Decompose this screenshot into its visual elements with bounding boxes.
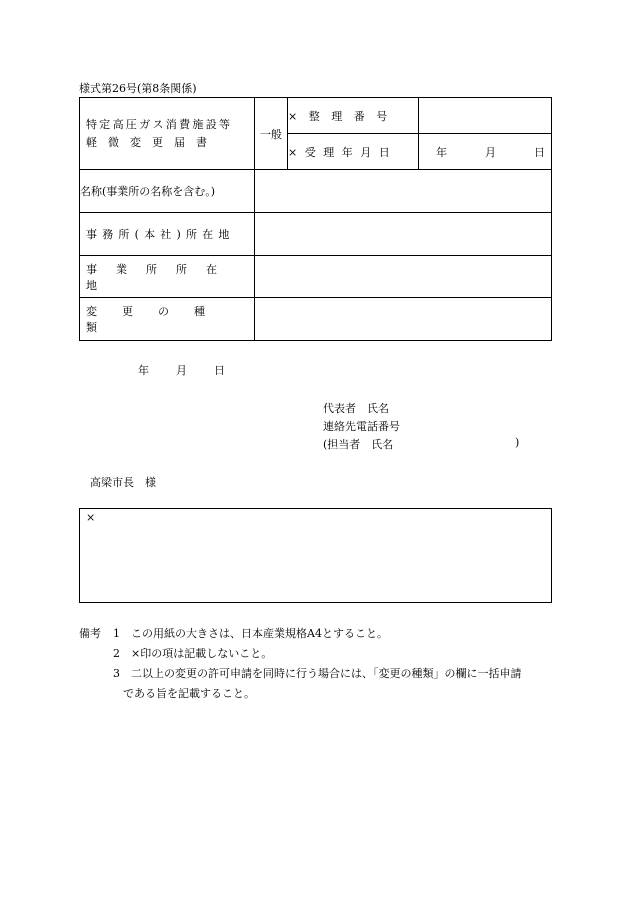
change-type-label: 変更の種類 [80,298,255,341]
contact-phone: 連絡先電話番号 [323,420,400,433]
form-title-line1: 特定高圧ガス消費施設等 [86,117,233,131]
category-cell: 一般 [255,98,288,170]
reference-number-label: × 整 理 番 号 [288,98,419,134]
note-text: この用紙の大きさは、日本産業規格A4とすること。 [131,627,388,640]
contact-person-name: (担当者 氏名 [323,438,394,451]
form-title-line2: 軽 微 変 更 届 書 [86,135,207,149]
note-text: 二以上の変更の許可申請を同時に行う場合には、「変更の種類」の欄に一括申請 [131,667,522,680]
notes-heading: 備考 [79,627,101,640]
receipt-year: 年 [436,145,447,159]
change-type-field[interactable] [255,298,552,341]
date-month: 月 [176,364,187,377]
receipt-month: 月 [485,145,496,159]
form-title-cell [80,98,255,170]
contact-person-close: ) [515,436,520,449]
notification-form-table [79,97,552,341]
facility-address-field[interactable] [255,256,552,298]
remarks-box-mark: × [86,511,96,524]
note-number: 1 [113,627,120,640]
date-day: 日 [214,364,225,377]
reference-number-field[interactable] [419,98,552,134]
company-name-label: 名称(事業所の名称を含む。) [80,170,255,213]
remarks-box[interactable] [79,508,552,603]
head-office-address-field[interactable] [255,213,552,256]
facility-address-label: 事業所所在地 [80,256,255,298]
note-number: 2 [113,647,120,660]
receipt-date-field[interactable] [419,134,552,170]
note-text: ×印の項は記載しないこと。 [131,647,273,660]
form-number: 様式第26号(第8条関係) [79,82,197,95]
addressee: 高梁市長 様 [90,476,156,489]
company-name-field[interactable] [255,170,552,213]
submission-date [138,362,225,378]
receipt-date-label: × 受 理 年 月 日 [288,134,419,170]
note-text-continued: である旨を記載すること。 [123,687,255,700]
representative-name: 代表者 氏名 [323,402,389,415]
date-year: 年 [138,364,149,377]
note-number: 3 [113,667,120,680]
head-office-address-label: 事務所(本社)所在地 [80,213,255,256]
notes-section [79,624,522,704]
receipt-day: 日 [534,145,545,159]
